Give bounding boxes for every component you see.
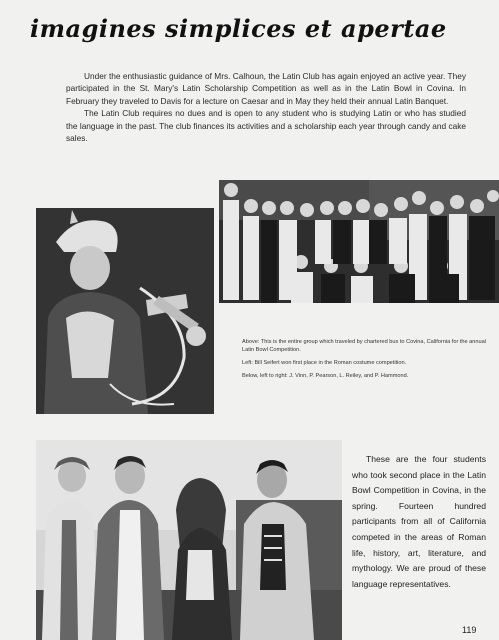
caption-below: Below, left to right: J. Vinn, P. Pearson, L. Reiley, and P. Hammond. bbox=[242, 373, 409, 379]
caption-above: Above: This is the entire group which traveled by chartered bus to Covina, California for the annual Latin Bowl Competition. bbox=[242, 339, 486, 353]
caption-left: Left: Bill Seifert won first place in the Roman costume competition. bbox=[242, 360, 407, 366]
intro-paragraph: The Latin Club requires no dues and is open to any student who is studying Latin or who has studied the language in the past. The club finances its activities and a scholarship each year through candy and cake sales. bbox=[66, 108, 466, 144]
four-students-photo bbox=[36, 440, 342, 640]
group-photo bbox=[219, 180, 499, 303]
costume-photo bbox=[36, 208, 214, 414]
intro-paragraph: Under the enthusiastic guidance of Mrs. Calhoun, the Latin Club has again enjoyed an active year. They participated in the St. Mary's Latin Scholarship Competition as well as in the Latin Bowl in Covina. In February they traveled to Davis for a lecture on Caesar and in May they held their annual Latin Banquet. bbox=[66, 71, 466, 106]
page-title: imagines simplices et apertae bbox=[30, 14, 447, 43]
side-text: These are the four students who took second place in the Latin Bowl Competition in Covina, in the spring. Fourteen hundred participants from all of California competed in the areas of Roman life, history, art, literature, and mythology. We are proud of these language representatives. bbox=[352, 454, 486, 589]
page-number: 119 bbox=[462, 625, 477, 635]
photo-captions bbox=[242, 338, 492, 385]
intro-text bbox=[66, 70, 466, 144]
